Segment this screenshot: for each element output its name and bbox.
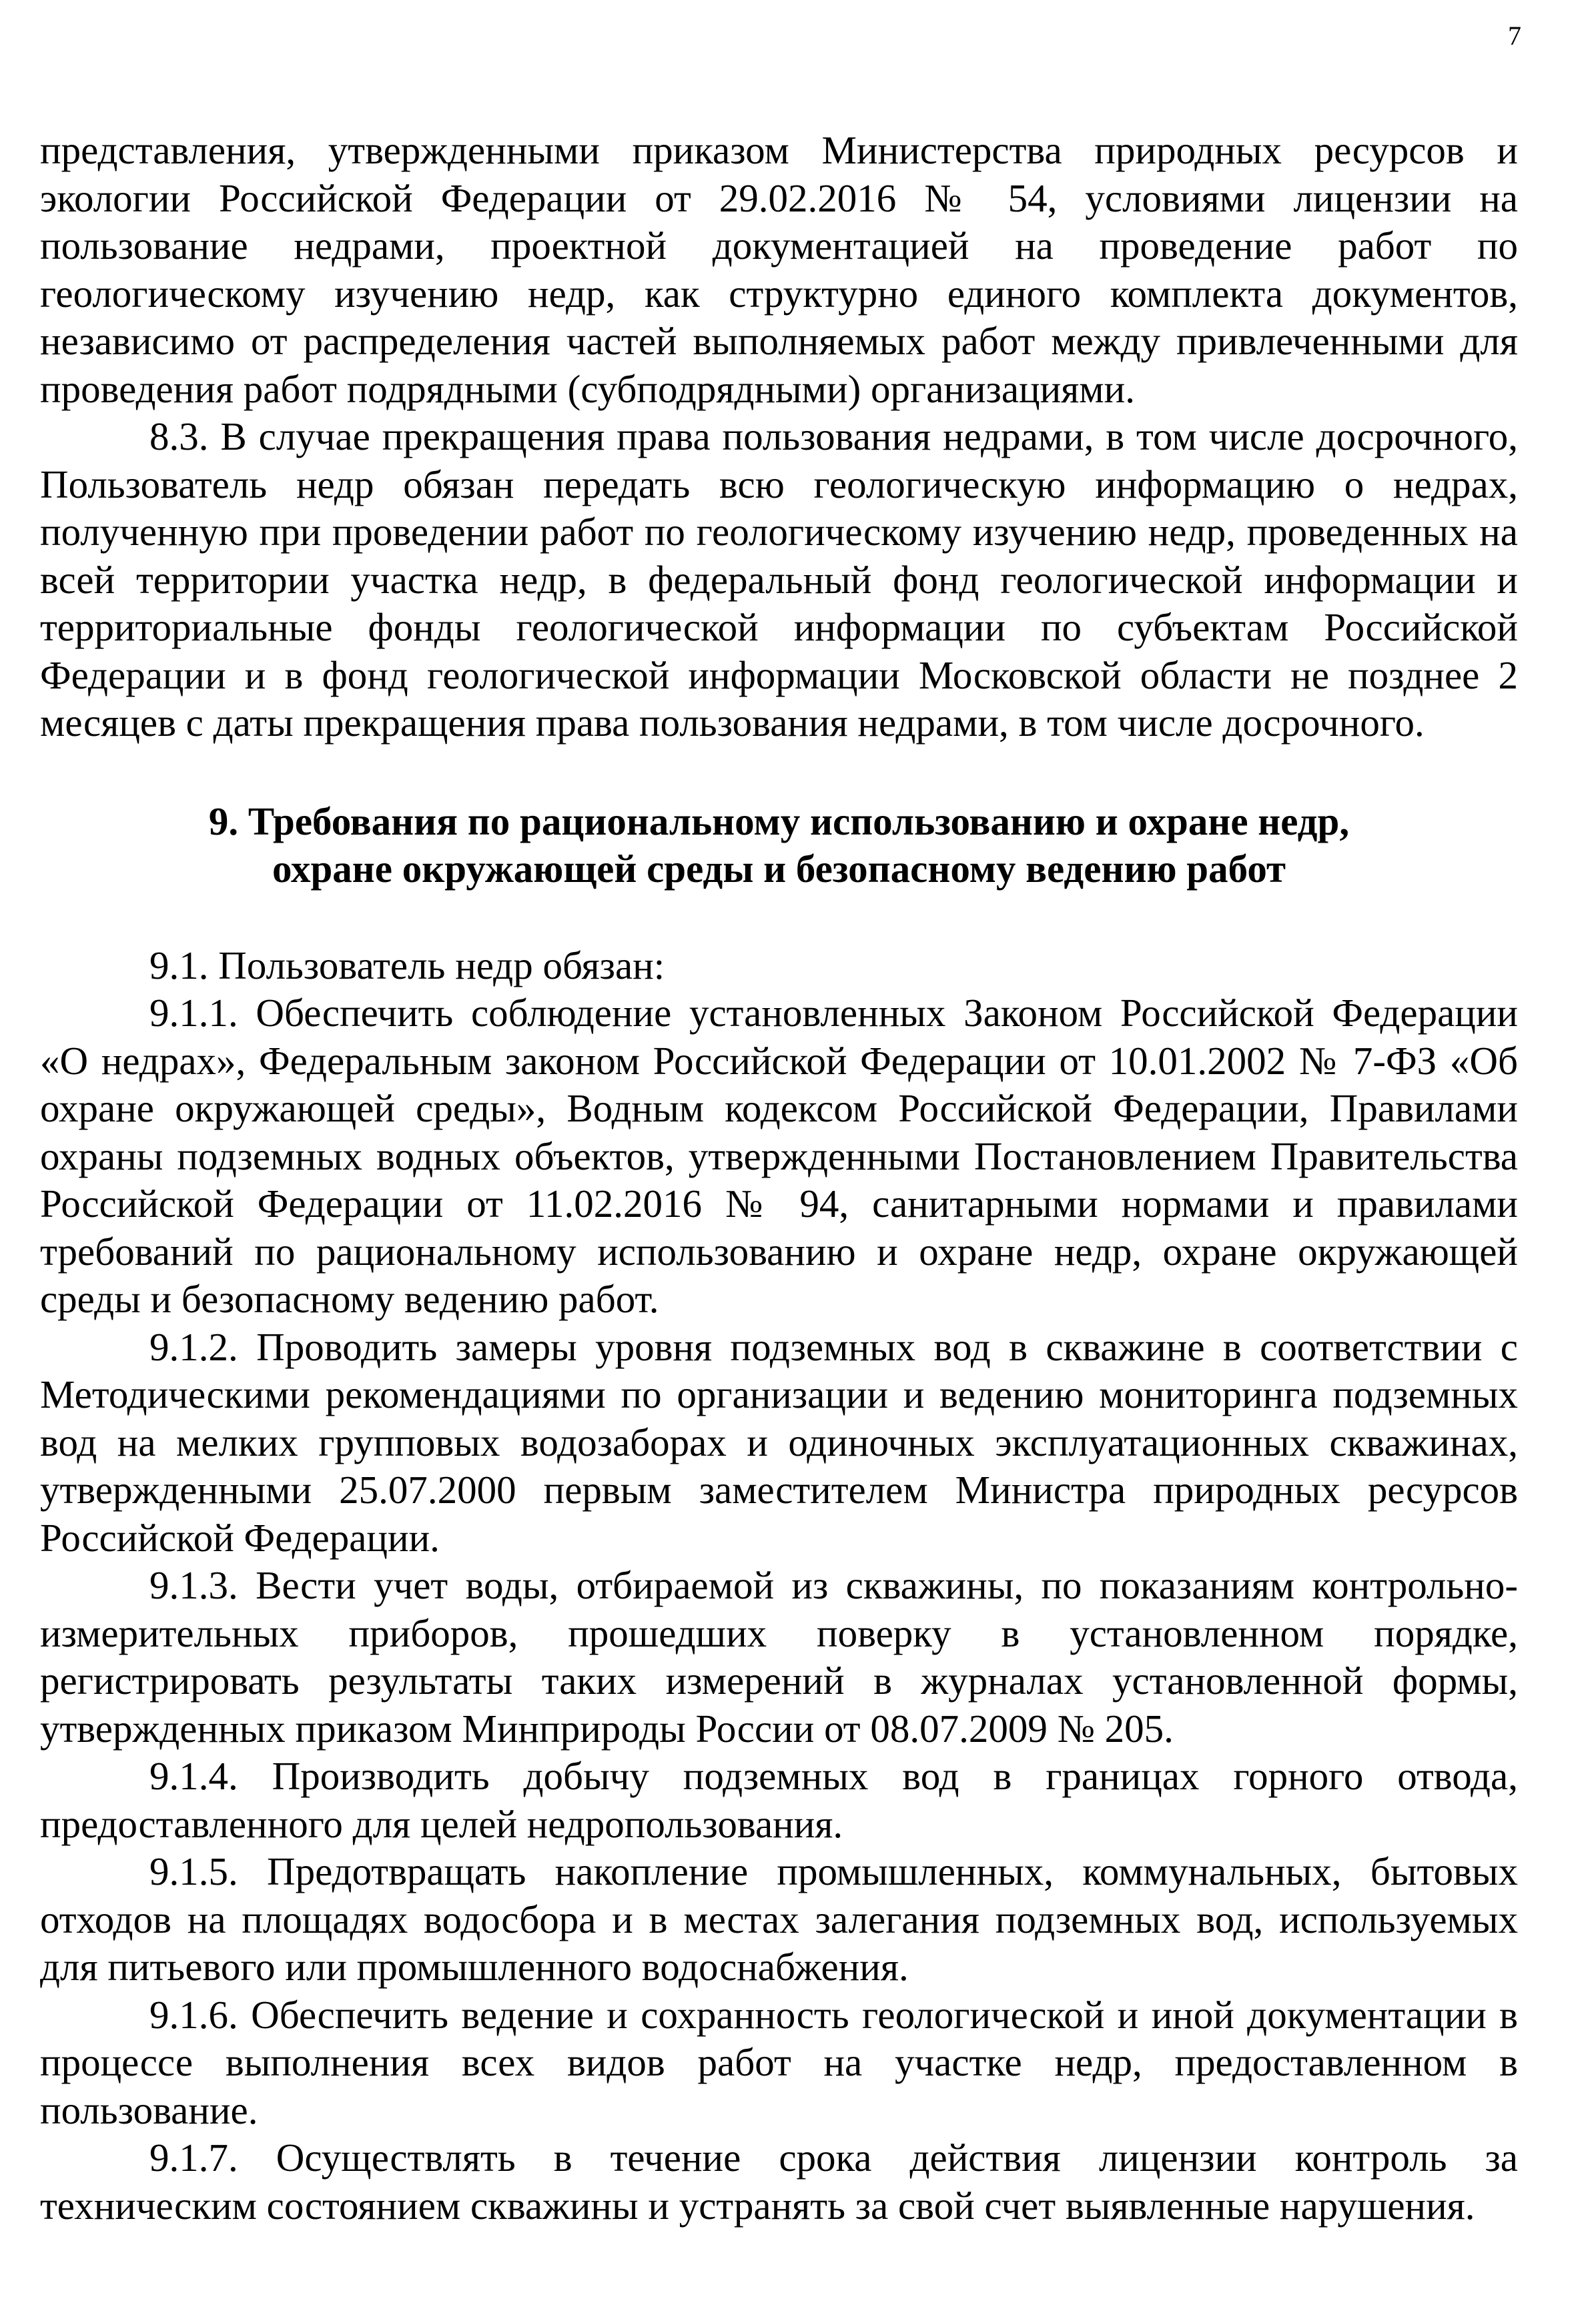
paragraph-8-3: 8.3. В случае прекращения права пользования недрами, в том числе досрочного, Пользователь недр обязан передать всю геологическую информацию о недрах, полученную при проведении работ по геологическому изучению недр, проведенных на всей территории участка недр, в федеральный фонд геологической информации и территориальные фонды геологической информации по субъектам Российской Федерации и в фонд геологической информации Московской области не позднее 2 месяцев с даты прекращения права пользования недрами, в том числе досрочного. bbox=[40, 414, 1518, 745]
paragraph-9-1-4: 9.1.4. Производить добычу подземных вод в границах горного отвода, предоставленного для целей недропользования. bbox=[40, 1754, 1518, 1846]
paragraph-9-1-3: 9.1.3. Вести учет воды, отбираемой из скважины, по показаниям контрольно-измерительных приборов, прошедших поверку в установленном порядке, регистрировать результаты таких измерений в журналах установленной формы, утвержденных приказом Минприроды России от 08.07.2009 № 205. bbox=[40, 1563, 1518, 1751]
paragraph-9-1-2: 9.1.2. Проводить замеры уровня подземных вод в скважине в соответствии с Методическими рекомендациями по организации и ведению мониторинга подземных вод на мелких групповых водозаборах и одиночных эксплуатационных скважинах, утвержденными 25.07.2000 первым заместителем Министра природных ресурсов Российской Федерации. bbox=[40, 1324, 1518, 1560]
page-number: 7 bbox=[1508, 21, 1521, 51]
paragraph-9-1-6: 9.1.6. Обеспечить ведение и сохранность геологической и иной документации в процессе выполнения всех видов работ на участке недр, предоставленном в пользование. bbox=[40, 1992, 1518, 2132]
paragraph-9-1-1: 9.1.1. Обеспечить соблюдение установленных Законом Российской Федерации «О недрах», Федеральным законом Российской Федерации от 10.01.2002 № 7-ФЗ «Об охране окружающей среды», Водным кодексом Российской Федерации, Правилами охраны подземных водных объектов, утвержденными Постановлением Правительства Российской Федерации от 11.02.2016 № 94, санитарными нормами и правилами требований по рациональному использованию и охране недр, охране окружающей среды и безопасному ведению работ. bbox=[40, 991, 1518, 1321]
section-heading-line-2: охране окружающей среды и безопасному ведению работ bbox=[272, 846, 1286, 891]
paragraph-9-1: 9.1. Пользователь недр обязан: bbox=[149, 943, 665, 987]
paragraph-9-1-5: 9.1.5. Предотвращать накопление промышленных, коммунальных, бытовых отходов на площадях водосбора и в местах залегания подземных вод, используемых для питьевого или промышленного водоснабжения. bbox=[40, 1849, 1518, 1989]
section-heading-9 bbox=[40, 798, 1518, 893]
paragraph-continuation: представления, утвержденными приказом Министерства природных ресурсов и экологии Российской Федерации от 29.02.2016 № 54, условиями лицензии на пользование недрами, проектной документацией на проведение работ по геологическому изучению недр, как структурно единого комплекта документов, независимо от распределения частей выполняемых работ между привлеченными для проведения работ подрядными (субподрядными) организациями. bbox=[40, 128, 1518, 411]
paragraph-9-1-7: 9.1.7. Осуществлять в течение срока действия лицензии контроль за техническим состоянием скважины и устранять за свой счет выявленные нарушения. bbox=[40, 2136, 1518, 2228]
section-heading-line-1: 9. Требования по рациональному использованию и охране недр, bbox=[208, 799, 1350, 843]
document-body bbox=[40, 127, 1518, 2230]
